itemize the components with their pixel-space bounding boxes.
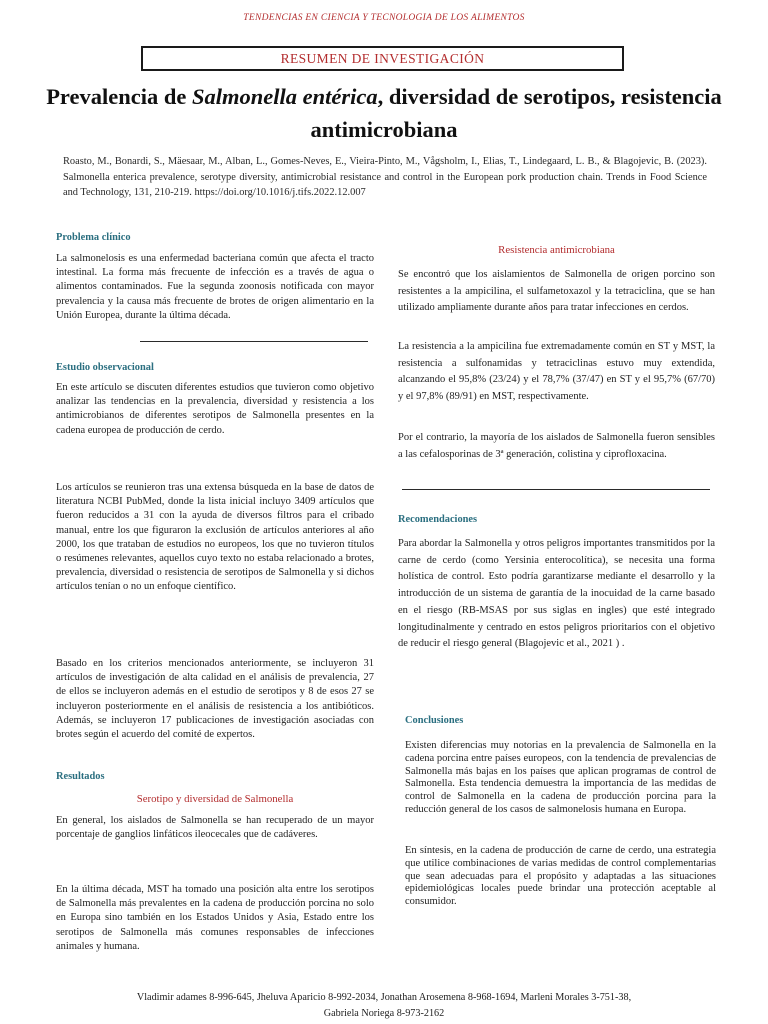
divider	[402, 489, 710, 490]
footer-line-1: Vladimir adames 8-996-645, Jheluva Aparicio 8-992-2034, Jonathan Arosemena 8-968-1694, Marleni Morales 3-751-38,	[136, 992, 632, 1003]
title-organism: Salmonella entérica	[192, 84, 378, 109]
recomendaciones-text	[398, 536, 715, 653]
citation: Roasto, M., Bonardi, S., Mäesaar, M., Alban, L., Gomes-Neves, E., Vieira-Pinto, M., Vågsholm, I., Elias, T., Lindegaard, L. B., & Blagojevic, B. (2023). Salmonella enterica prevalence, serotype diversity, antimicrobial resistance and control in the European pork production chain. Trends in Food Science and Technology, 131, 210-219. https://doi.org/10.1016/j.tifs.2022.12.007	[63, 156, 707, 198]
section-banner: RESUMEN DE INVESTIGACIÓN	[141, 46, 624, 71]
title-pre: Prevalencia de	[46, 84, 192, 109]
estudio-p2: Los artículos se reunieron tras una extensa búsqueda en la base de datos de literatura NCBI PubMed, donde la lista inicial incluyo 3409 artículos que fueron reducidos a 31 con la ayuda de diversos filtros para el cribado manual, entre los que figuraron la exclusión de artículos anteriores al año 2000, los que trataban de estudios no europeos, los que no tuvieron títulos o resúmenes relevantes, aquellos cuyo texto no estaba relacionado a brotes, prevalencia, diversidad o resistencia de serotipos de Salmonella y si dichos artículos tenían o no un enfoque científico.	[56, 482, 374, 593]
conclusiones-paragraph-2	[405, 845, 716, 909]
divider	[140, 341, 368, 342]
conclusiones-p2: En síntesis, en la cadena de producción de carne de cerdo, una estrategia que utilice combinaciones de varias medidas de control complementarias que sean adecuadas para el propósito y adaptadas a las situaciones epidemiológicas locales puede brindar una protección aceptable al consumidor.	[405, 845, 716, 908]
authors-footer	[60, 990, 708, 1022]
resistencia-paragraph-1	[398, 267, 715, 317]
conclusiones-p1: Existen diferencias muy notorias en la prevalencia de Salmonella en la cadena porcina entre países europeos, con la tendencia de prevalencias de Salmonella más bajas en los países que aplican programas de control de Salmonella. Esta tendencia demuestra la importancia de las medidas de control de Salmonella en la cadena de producción porcina para la reducción general de los casos de salmonelosis humana en Europa.	[405, 740, 716, 815]
heading-problema-clinico: Problema clínico	[56, 232, 131, 243]
heading-resultados: Resultados	[56, 771, 105, 782]
conclusiones-paragraph-1	[405, 740, 716, 817]
resistencia-paragraph-3	[398, 430, 715, 463]
resultados-p2: En la última década, MST ha tomado una posición alta entre los serotipos de Salmonella más prevalentes en la cadena de producción porcina no solo en Europa sino también en los Estados Unidos y Asia, Estado entre los serotipos de Salmonella más comunes responsables de infecciones animales y humana.	[56, 884, 374, 952]
resistencia-p3: Por el contrario, la mayoría de los aislados de Salmonella fueron sensibles a las cefalosporinas de 3ª generación, colistina y ciprofloxacina.	[398, 432, 715, 460]
journal-name: TENDENCIAS EN CIENCIA Y TECNOLOGIA DE LOS ALIMENTOS	[243, 13, 525, 23]
estudio-p1: En este artículo se discuten diferentes estudios que tuvieron como objetivo analizar las tendencias en la prevalencia, diversidad y resistencia a los antimicrobianos de diferentes serotipos de Salmonella presentes en la cadena europea de producción de cerdo.	[56, 382, 374, 436]
estudio-paragraph-3	[56, 657, 374, 742]
resultados-paragraph-2	[56, 883, 374, 954]
footer-line-2: Gabriela Noriega 8-973-2162	[323, 1008, 445, 1019]
estudio-paragraph-1	[56, 381, 374, 438]
heading-resistencia-antimicrobiana: Resistencia antimicrobiana	[498, 244, 615, 256]
resistencia-p1: Se encontró que los aislamientos de Salmonella de origen porcino son resistentes a la ampicilina, el sulfametoxazol y la tetraciclina, que se han utilizado ampliamente durante años para tratar infecciones en cerdos.	[398, 269, 715, 313]
title-post: , diversidad de serotipos, resistencia antimicrobiana	[310, 84, 722, 142]
resistencia-p2: La resistencia a la ampicilina fue extremadamente común en ST y MST, la resistencia a sulfonamidas y tetraciclinas estuvo muy extendida, alcanzando el 95,8% (23/24) y el 78,7% (37/47) en ST y el 95,7% (67/70) y el 97,8% (89/91) en MST, respectivamente.	[398, 341, 715, 402]
resultados-paragraph-1	[56, 814, 374, 842]
resultados-p1: En general, los aislados de Salmonella se han recuperado de un mayor porcentaje de ganglios linfáticos ileocecales que de cadáveres.	[56, 815, 374, 841]
heading-conclusiones: Conclusiones	[405, 715, 464, 726]
recomendaciones-paragraph: Para abordar la Salmonella y otros peligros importantes transmitidos por la carne de cerdo (como Yersinia enterocolítica), se necesita una forma holística de control. Esto podría garantizarse mediante el desarrollo y la introducción de un sistema de garantía de la inocuidad de la carne basado en el riesgo (RB-MSAS por sus siglas en ingles) que esté integrado longitudinalmente y centrado en estos peligros prioritarios con el objetivo de reducir el riesgo general (Blagojevic et al., 2021 ) .	[398, 538, 715, 650]
heading-serotipo-diversidad: Serotipo y diversidad de Salmonella	[136, 793, 294, 805]
article-title	[40, 80, 728, 146]
heading-estudio-observacional: Estudio observacional	[56, 362, 154, 373]
estudio-paragraph-2	[56, 481, 374, 595]
problema-paragraph: La salmonelosis es una enfermedad bacteriana común que afecta el tracto intestinal. La forma más frecuente de infección es a través de agua o alimentos contaminados. Fue la segunda zoonosis notificada con mayor prevalencia y la causa más frecuente de brotes de origen alimentario en la Unión Europea, durante la última década.	[56, 253, 374, 321]
problema-clinico-text	[56, 252, 374, 323]
heading-recomendaciones: Recomendaciones	[398, 514, 478, 525]
estudio-p3: Basado en los criterios mencionados anteriormente, se incluyeron 31 artículos de investigación de alta calidad en el análisis de prevalencia, 27 de ellos se incluyeron además en el estudio de serotipos y 8 de esos 27 se incluyeron posteriormente en el análisis de resistencia a los antibióticos. Además, se incluyeron 17 publicaciones de investigación asociadas con brotes según el acuerdo del comité de expertos.	[56, 658, 374, 741]
resistencia-paragraph-2	[398, 339, 715, 405]
